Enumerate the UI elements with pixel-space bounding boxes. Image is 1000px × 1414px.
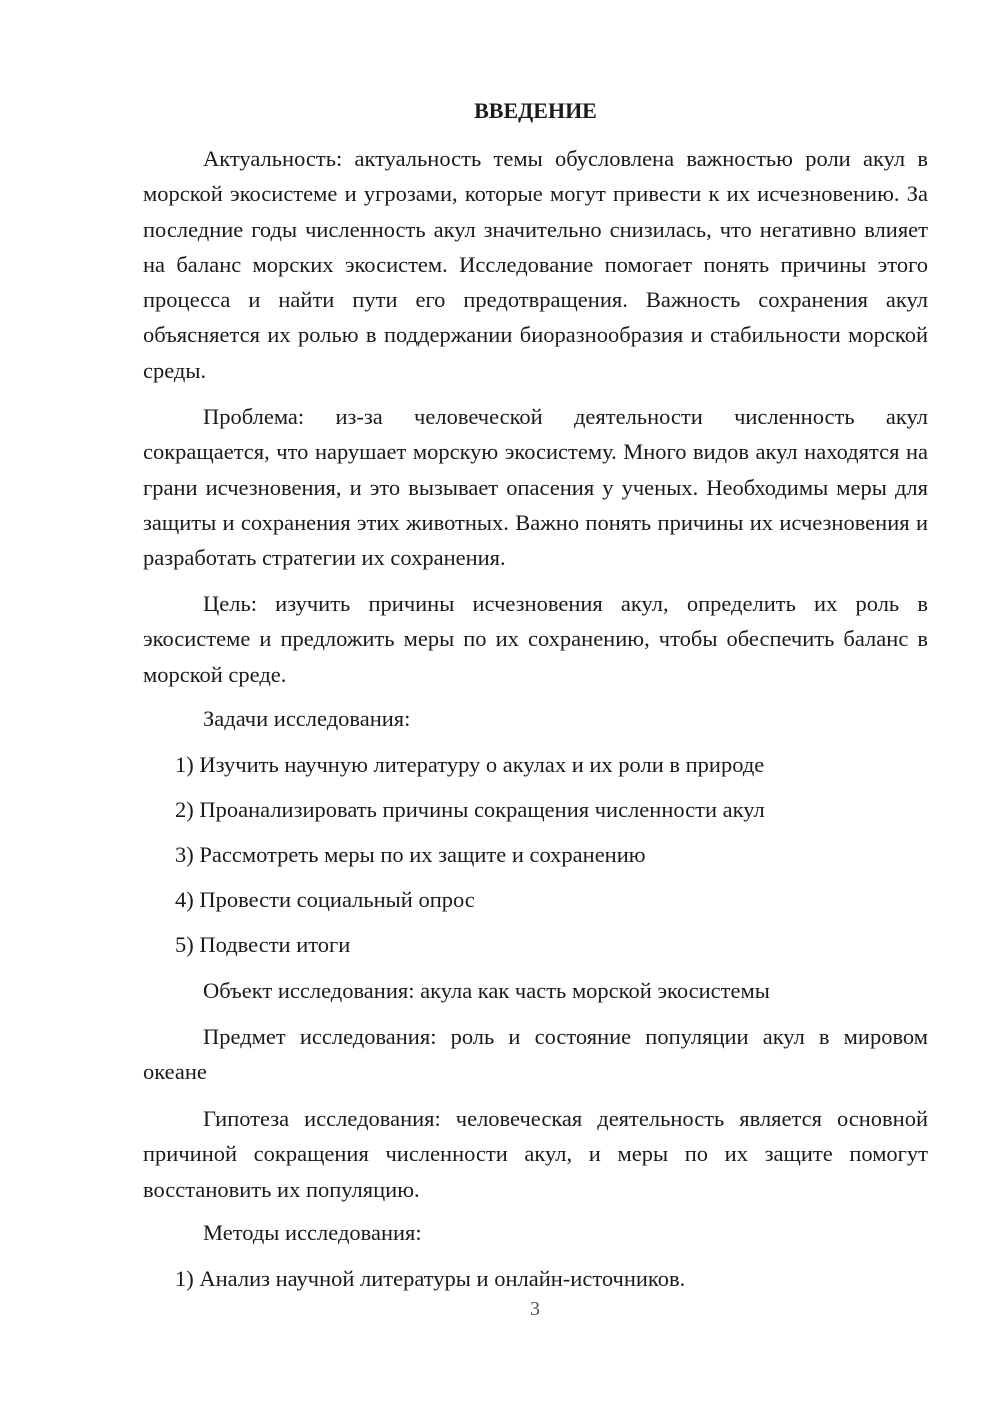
task-item: 5) Подвести итоги	[175, 932, 351, 957]
task-item: 3) Рассмотреть меры по их защите и сохранению	[175, 842, 646, 867]
relevance-paragraph: Актуальность: актуальность темы обусловлена важностью роли акул в морской экосистеме и угрозами, которые могут привести к их исчезновению. За последние годы численность акул значительно снизилась, что негативно влияет на баланс морских экосистем. Исследование помогает понять причины этого процесса и найти пути его предотвращения. Важность сохранения акул объясняется их ролью в поддержании биоразнообразия и стабильности морской среды.	[143, 146, 928, 383]
page-number: 3	[530, 1298, 540, 1320]
hypothesis-paragraph: Гипотеза исследования: человеческая деятельность является основной причиной сокращения численности акул, и меры по их защите помогут восстановить их популяцию.	[143, 1106, 928, 1202]
methods-heading: Методы исследования:	[203, 1220, 422, 1245]
page-title: ВВЕДЕНИЕ	[474, 98, 597, 123]
subject-paragraph: Предмет исследования: роль и состояние популяции акул в мировом океане	[143, 1024, 928, 1085]
method-item: 1) Анализ научной литературы и онлайн-источников.	[175, 1266, 686, 1291]
task-item: 4) Провести социальный опрос	[175, 887, 475, 912]
task-item: 2) Проанализировать причины сокращения численности акул	[175, 797, 765, 822]
task-item: 1) Изучить научную литературу о акулах и их роли в природе	[175, 752, 765, 777]
object-statement: Объект исследования: акула как часть морской экосистемы	[203, 978, 770, 1003]
tasks-heading: Задачи исследования:	[203, 706, 411, 731]
goal-paragraph: Цель: изучить причины исчезновения акул, определить их роль в экосистеме и предложить меры по их сохранению, чтобы обеспечить баланс в морской среде.	[143, 591, 928, 687]
problem-paragraph: Проблема: из-за человеческой деятельности численность акул сокращается, что нарушает морскую экосистему. Много видов акул находятся на грани исчезновения, и это вызывает опасения у ученых. Необходимы меры для защиты и сохранения этих животных. Важно понять причины их исчезновения и разработать стратегии их сохранения.	[143, 404, 928, 571]
